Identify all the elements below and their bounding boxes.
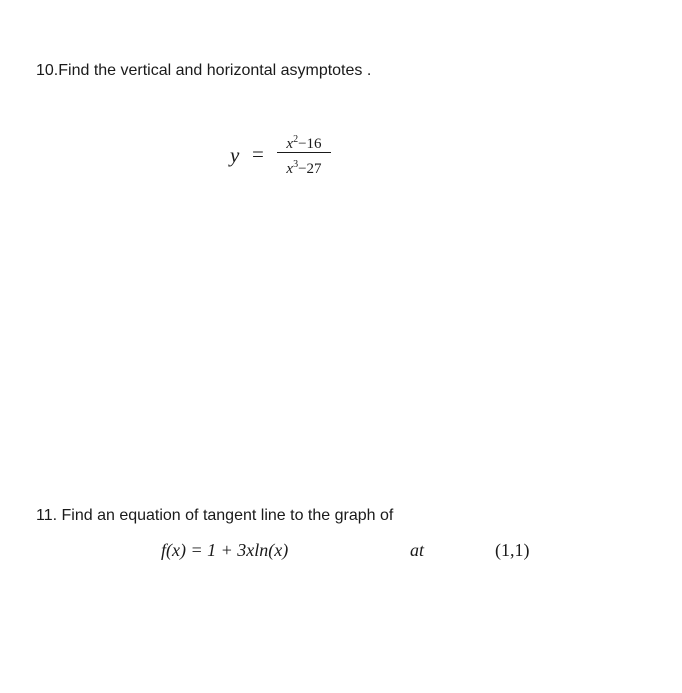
- at-word: at: [410, 540, 425, 560]
- fraction-numerator: $x^2-16$: [286, 134, 322, 152]
- equation-lhs: y: [230, 143, 240, 167]
- fraction-bar: [277, 152, 331, 153]
- tangent-point: (1,1): [495, 540, 530, 560]
- asymptote-equation: [230, 128, 340, 178]
- equals-sign: =: [252, 142, 264, 166]
- fraction-denominator: $x^3-27$: [286, 159, 322, 177]
- question-10-prompt: 10.Find the vertical and horizontal asymptotes .: [36, 62, 372, 79]
- question-11-prompt: 11. Find an equation of tangent line to the graph of: [36, 507, 394, 524]
- tangent-function: f(x) = 1 + 3xln(x): [161, 540, 289, 560]
